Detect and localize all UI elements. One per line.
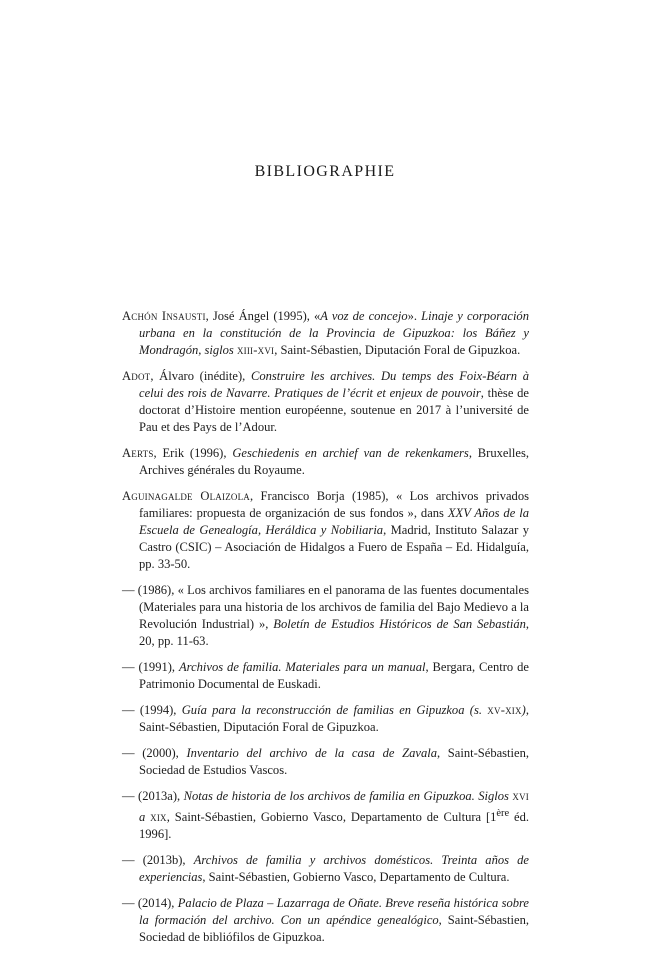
entry-title: Inventario del archivo de la casa de Zavala: [186, 746, 437, 760]
entry-text: — (2000),: [122, 746, 187, 760]
entry-title: Linaje y corporación urbana en la constitución de la Provincia de Gipuzkoa: los Báñez y Mondragón, siglos: [139, 309, 529, 357]
entry-title: Palacio de Plaza – Lazarraga de Oñate. Breve reseña histórica sobre la formación del archivo. Con un apéndice genealógico: [139, 896, 529, 928]
entry-text: éd. 1996].: [139, 810, 529, 842]
entry-text: , Saint-Sébastien, Gobierno Vasco, Departamento de Cultura.: [202, 870, 510, 885]
bibliography-entry: [122, 852, 529, 886]
entry-author: Achón Insausti: [122, 309, 206, 323]
entry-text: , Madrid, Instituto Salazar y Castro (CSIC) – Asociación de Hidalgos a Fuero de España – Ed. Hidalguía, pp. 33-50.: [139, 523, 529, 571]
bibliography-entry: [122, 895, 529, 946]
entry-title: Notas de historia de los archivos de familia en Gipuzkoa. Siglos: [183, 789, 509, 803]
entry-title: a: [139, 810, 146, 825]
entry-century: xv-xix: [487, 703, 522, 717]
bibliography-entry: [122, 582, 529, 650]
entry-title: Geschiedenis en archief van de rekenkamers: [232, 446, 469, 460]
entry-author: Adot: [122, 369, 151, 383]
entry-text: — (2013a),: [122, 789, 184, 803]
bibliography-entry: [122, 702, 529, 736]
entry-text: , Francisco Borja (1985), « Los archivos privados familiares: propuesta de organización de sus fondos », dans: [139, 489, 529, 520]
entry-text: , 20, pp. 11-63.: [139, 617, 530, 648]
entry-text: , Álvaro (inédite),: [150, 369, 251, 383]
bibliography-entry: [122, 445, 529, 479]
entry-title: Archivos de familia y archivos domésticos. Treinta años de experiencias: [139, 853, 529, 885]
bibliography-entry: [122, 788, 529, 843]
bibliography-entry: [122, 308, 529, 359]
entry-author: Aguinagalde Olaizola: [122, 489, 250, 503]
entry-text: , Erik (1996),: [153, 446, 233, 460]
entry-century: xiii-xvi: [236, 343, 275, 357]
bibliography-entry: [122, 659, 529, 693]
entry-text: , Saint-Sébastien, Sociedad de Estudios Vascos.: [139, 746, 529, 777]
entry-century: xvi: [512, 789, 530, 803]
entry-text: — (1986), « Los archivos familiares en el panorama de las fuentes documentales (Materiales para una historia de los archivos de familia del Bajo Medievo a la Revolución Industrial) »,: [122, 583, 529, 631]
entry-text: , Saint-Sébastien, Diputación Foral de Gipuzkoa.: [274, 343, 521, 357]
entry-text: , Bergara, Centro de Patrimonio Documental de Euskadi.: [139, 660, 529, 691]
bibliography-entry: [122, 368, 529, 436]
entry-century: xix: [150, 810, 167, 825]
entry-title: ): [521, 703, 526, 717]
entry-text: , Saint-Sébastien, Sociedad de bibliófilos de Gipuzkoa.: [139, 913, 529, 945]
entry-text: — (2013b),: [122, 853, 194, 868]
entry-superscript: ère: [496, 808, 510, 819]
page-title: BIBLIOGRAPHIE: [254, 163, 396, 180]
entry-author: Aerts: [122, 446, 154, 460]
entry-text: ».: [407, 309, 422, 323]
bibliography-entry: [122, 488, 529, 573]
entry-title: Guía para la reconstrucción de familias en Gipuzkoa (s.: [181, 703, 482, 717]
entry-text: , Bruxelles, Archives générales du Royaume.: [139, 446, 529, 477]
entry-title: XXV Años de la Escuela de Genealogía, Heráldica y Nobiliaria: [139, 506, 529, 537]
entry-text: , Saint-Sébastien, Diputación Foral de Gipuzkoa.: [139, 703, 529, 734]
entry-text: , Saint-Sébastien, Gobierno Vasco, Departamento de Cultura [1: [166, 810, 497, 825]
entry-title: Boletín de Estudios Históricos de San Sebastián: [273, 617, 526, 631]
entry-title: A voz de concejo: [320, 309, 408, 323]
entry-title: Archivos de familia. Materiales para un manual: [178, 660, 426, 674]
entry-title: Construire les archives. Du temps des Foix-Béarn à celui des rois de Navarre. Pratiques de l’écrit et enjeux de pouvoir: [139, 369, 530, 400]
bibliography-list: [122, 308, 529, 955]
entry-text: , thèse de doctorat d’Histoire mention européenne, soutenue en 2017 à l’université de Pau et des Pays de l’Adour.: [139, 386, 529, 434]
entry-text: — (1991),: [122, 660, 179, 674]
entry-text: — (2014),: [122, 896, 178, 911]
bibliography-entry: [122, 745, 529, 779]
entry-text: , José Ángel (1995), «: [205, 309, 321, 323]
entry-text: — (1994),: [122, 703, 182, 717]
